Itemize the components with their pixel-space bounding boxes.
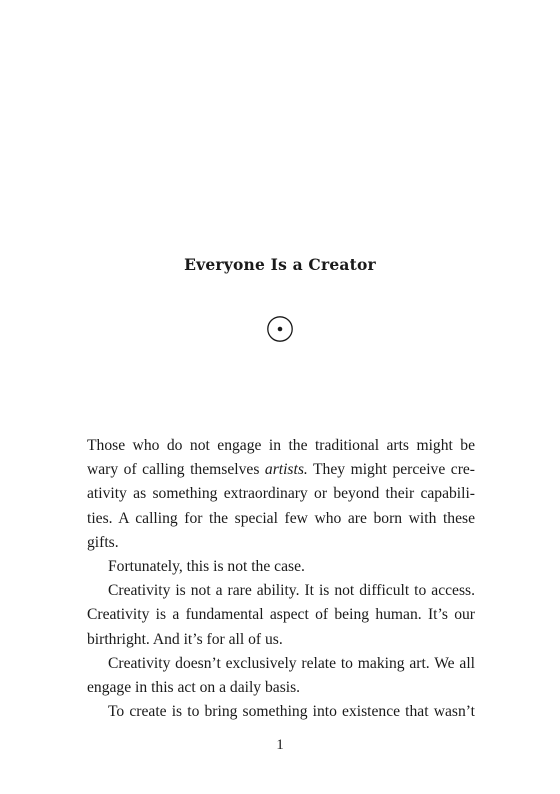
text-line: gifts. [87,533,119,551]
text-line: To create is to bring something into existence that wasn’t [108,703,475,721]
text-line [87,458,475,482]
text-line: ativity as something extraordinary or beyond their capabili- [87,485,475,503]
text-line: Fortunately, this is not the case. [108,558,305,576]
circled-dot-icon [266,315,294,343]
emphasis-artists: artists. [264,461,308,479]
paragraph-5 [87,700,475,724]
paragraph-2 [87,555,475,579]
text-line: Those who do not engage in the traditional arts might be [87,437,475,454]
text-line: Creativity is a fundamental aspect of being human. It’s our [87,606,475,624]
text-line: ties. A calling for the special few who are born with these [87,509,475,527]
chapter-body [87,434,475,724]
text-line: birthright. And it’s for all of us. [87,630,283,648]
text-span: They might perceive cre- [307,461,475,479]
paragraph-1 [87,434,475,555]
text-line: Creativity doesn’t exclusively relate to making art. We all [108,654,475,672]
page-number: 1 [276,737,284,753]
text-line: engage in this act on a daily basis. [87,679,301,697]
text-line: Creativity is not a rare ability. It is not difficult to access. [108,582,475,600]
paragraph-4 [87,652,475,700]
paragraph-3 [87,579,475,652]
chapter-title: Everyone Is a Creator [184,255,376,274]
text-span: wary of calling themselves [87,461,265,479]
